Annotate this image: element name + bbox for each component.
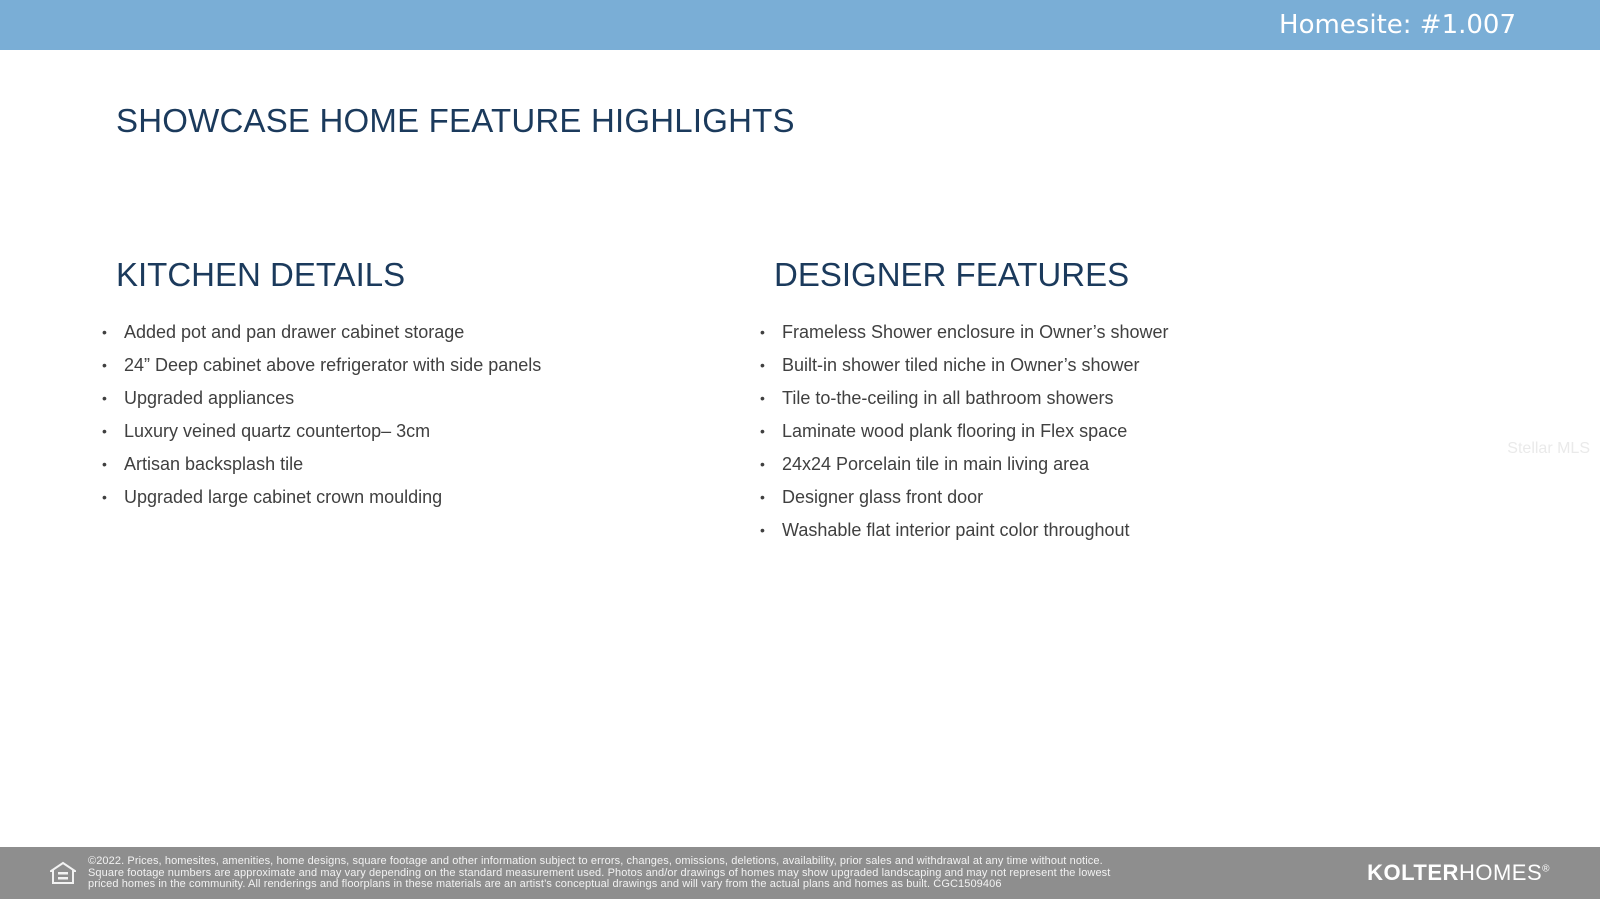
bullet-icon: • [760, 456, 765, 472]
feature-list-item [760, 415, 1169, 448]
kitchen-feature-list [102, 316, 541, 514]
feature-list-item [102, 415, 541, 448]
bullet-icon: • [760, 522, 765, 538]
feature-text: Built-in shower tiled niche in Owner’s shower [782, 355, 1140, 375]
bullet-icon: • [102, 357, 107, 373]
feature-text: 24x24 Porcelain tile in main living area [782, 454, 1090, 474]
bullet-icon: • [102, 456, 107, 472]
designer-features-section [760, 254, 1169, 547]
bullet-icon: • [760, 489, 765, 505]
header-bar [0, 0, 1600, 50]
designer-features-title: DESIGNER FEATURES [774, 256, 1130, 293]
feature-text: Upgraded appliances [124, 388, 295, 408]
feature-text: Artisan backsplash tile [124, 454, 304, 474]
bullet-icon: • [102, 423, 107, 439]
feature-text: Laminate wood plank flooring in Flex space [782, 421, 1128, 441]
homesite-label: Homesite: #1.007 [1279, 10, 1516, 40]
feature-text: Added pot and pan drawer cabinet storage [124, 322, 465, 342]
kitchen-details-section [102, 254, 542, 514]
feature-text: Upgraded large cabinet crown moulding [124, 487, 443, 507]
bullet-icon: • [760, 390, 765, 406]
legal-disclaimer [88, 856, 1368, 891]
disclaimer-line: ©2022. Prices, homesites, amenities, home designs, square footage and other information subject to errors, changes, omissions, deletions, availability, prior sales and withdrawal at any time without notice. [88, 855, 1103, 867]
brand-bold: KOLTER [1367, 860, 1459, 885]
brand-light: HOMES [1458, 860, 1543, 885]
feature-text: Tile to-the-ceiling in all bathroom showers [782, 388, 1114, 408]
equal-housing-icon [50, 861, 76, 885]
mls-watermark: Stellar MLS [1507, 440, 1590, 457]
feature-text: 24” Deep cabinet above refrigerator with side panels [124, 355, 542, 375]
feature-text: Luxury veined quartz countertop– 3cm [124, 421, 431, 441]
bullet-icon: • [102, 489, 107, 505]
bullet-icon: • [760, 423, 765, 439]
feature-list-item [102, 481, 541, 514]
feature-list-item [760, 316, 1169, 349]
feature-list-item [102, 349, 541, 382]
bullet-icon: • [760, 357, 765, 373]
kolter-homes-logo [1367, 860, 1550, 886]
feature-list-item [102, 382, 541, 415]
feature-list-item [760, 382, 1169, 415]
feature-text: Designer glass front door [782, 487, 984, 507]
disclaimer-line: Square footage numbers are approximate and may vary depending on the standard measurement used. Photos and/or drawings of homes may show upgraded landscaping and may not represent the lowest [88, 866, 1111, 879]
disclaimer-line: priced homes in the community. All renderings and floorplans in these materials are an artist’s conceptual drawings and will vary from the actual plans and homes as built. CGC1509406 [88, 878, 1002, 890]
page-title: SHOWCASE HOME FEATURE HIGHLIGHTS [116, 102, 795, 139]
designer-feature-list [760, 316, 1169, 547]
bullet-icon: • [760, 324, 765, 340]
feature-text: Washable flat interior paint color throughout [782, 520, 1130, 540]
feature-list-item [760, 514, 1169, 547]
feature-list-item [102, 316, 541, 349]
feature-list-item [760, 349, 1169, 382]
feature-list-item [760, 448, 1169, 481]
footer-bar [0, 847, 1600, 899]
feature-list-item [760, 481, 1169, 514]
feature-list-item [102, 448, 541, 481]
kitchen-details-title: KITCHEN DETAILS [116, 256, 406, 293]
registered-mark: ® [1542, 863, 1550, 875]
bullet-icon: • [102, 324, 107, 340]
bullet-icon: • [102, 390, 107, 406]
feature-text: Frameless Shower enclosure in Owner’s shower [782, 322, 1169, 342]
